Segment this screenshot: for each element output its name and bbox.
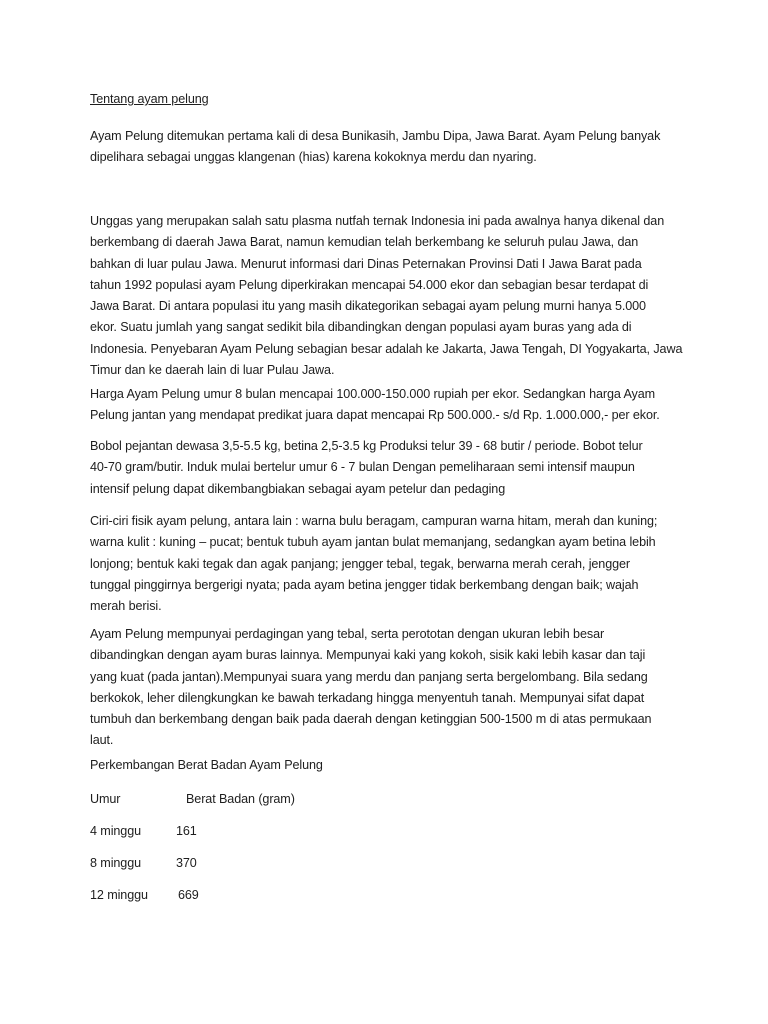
text-line: warna kulit : kuning – pucat; bentuk tubuh ayam jantan bulat memanjang, sedangkan ayam betina lebih [90, 535, 656, 550]
cell-weight: 161 [176, 824, 197, 838]
text-line: dipelihara sebagai unggas klangenan (hias) karena kokoknya merdu dan nyaring. [90, 150, 537, 165]
text-line: Pelung jantan yang mendapat predikat juara dapat mencapai Rp 500.000.- s/d Rp. 1.000.000,- per ekor. [90, 408, 660, 423]
text-line: merah berisi. [90, 599, 162, 614]
cell-age: 12 minggu [90, 888, 148, 902]
text-line: tumbuh dan berkembang dengan baik pada daerah dengan ketinggian 500-1500 m di atas permukaan [90, 712, 652, 727]
column-header-weight: Berat Badan (gram) [186, 792, 295, 806]
paragraph-origin [90, 126, 690, 169]
cell-weight: 370 [176, 856, 197, 870]
document-title: Tentang ayam pelung [90, 92, 209, 106]
text-line: bahkan di luar pulau Jawa. Menurut informasi dari Dinas Peternakan Provinsi Dati I Jawa Barat pada [90, 256, 642, 271]
text-line: 40-70 gram/butir. Induk mulai bertelur umur 6 - 7 bulan Dengan pemeliharaan semi intensif maupun [90, 460, 635, 475]
text-line: intensif pelung dapat dikembangbiakan sebagai ayam petelur dan pedaging [90, 481, 506, 496]
text-line: Harga Ayam Pelung umur 8 bulan mencapai 100.000-150.000 rupiah per ekor. Sedangkan harga Ayam [90, 387, 656, 401]
table-heading: Perkembangan Berat Badan Ayam Pelung [90, 758, 323, 772]
text-line: dibandingkan dengan ayam buras lainnya. Mempunyai kaki yang kokoh, sisik kaki lebih kasar dan taji [90, 648, 646, 663]
paragraph-physical-traits [90, 511, 690, 617]
text-line: ekor. Suatu jumlah yang sangat sedikit bila dibandingkan dengan populasi ayam buras yang ada di [90, 320, 632, 335]
paragraph-characteristics [90, 624, 690, 752]
text-line: laut. [90, 733, 114, 748]
text-line: Indonesia. Penyebaran Ayam Pelung sebagian besar adalah ke Jakarta, Jawa Tengah, DI Yogyakarta, Jawa [90, 341, 683, 356]
cell-weight: 669 [178, 888, 199, 902]
text-line: lonjong; bentuk kaki tegak dan agak panjang; jengger tebal, tegak, berwarna merah cerah, jengger [90, 556, 630, 571]
text-line: berkembang di daerah Jawa Barat, namun kemudian telah berkembang ke seluruh pulau Jawa, dan [90, 235, 639, 250]
text-line: Ayam Pelung mempunyai perdagingan yang tebal, serta perototan dengan ukuran lebih besar [90, 627, 605, 641]
text-line: Unggas yang merupakan salah satu plasma nutfah ternak Indonesia ini pada awalnya hanya dikenal dan [90, 214, 665, 228]
text-line: Bobol pejantan dewasa 3,5-5.5 kg, betina 2,5-3.5 kg Produksi telur 39 - 68 butir / periode. Bobot telur [90, 439, 643, 453]
paragraph-price [90, 384, 690, 427]
text-line: Ciri-ciri fisik ayam pelung, antara lain : warna bulu beragam, campuran warna hitam, merah dan kuning; [90, 514, 658, 528]
text-line: Ayam Pelung ditemukan pertama kali di desa Bunikasih, Jambu Dipa, Jawa Barat. Ayam Pelung banyak [90, 129, 661, 143]
paragraph-weight [90, 436, 690, 500]
cell-age: 8 minggu [90, 856, 142, 870]
text-line: Timur dan ke daerah lain di luar Pulau Jawa. [90, 363, 335, 378]
text-line: tunggal pinggirnya bergerigi nyata; pada ayam betina jengger tidak berkembang dengan baik; wajah [90, 577, 639, 592]
text-line: yang kuat (pada jantan).Mempunyai suara yang merdu dan panjang serta bergelombang. Bila sedang [90, 669, 648, 684]
paragraph-distribution [90, 211, 690, 381]
text-line: berkokok, leher dilengkungkan ke bawah terkadang hingga menyentuh tanah. Mempunyai sifat dapat [90, 690, 645, 705]
cell-age: 4 minggu [90, 824, 142, 838]
column-header-age: Umur [90, 792, 121, 806]
text-line: Jawa Barat. Di antara populasi itu yang masih dikategorikan sebagai ayam pelung murni hanya 5.000 [90, 299, 646, 314]
text-line: tahun 1992 populasi ayam Pelung diperkirakan mencapai 54.000 ekor dan sebagian besar terdapat di [90, 277, 649, 292]
